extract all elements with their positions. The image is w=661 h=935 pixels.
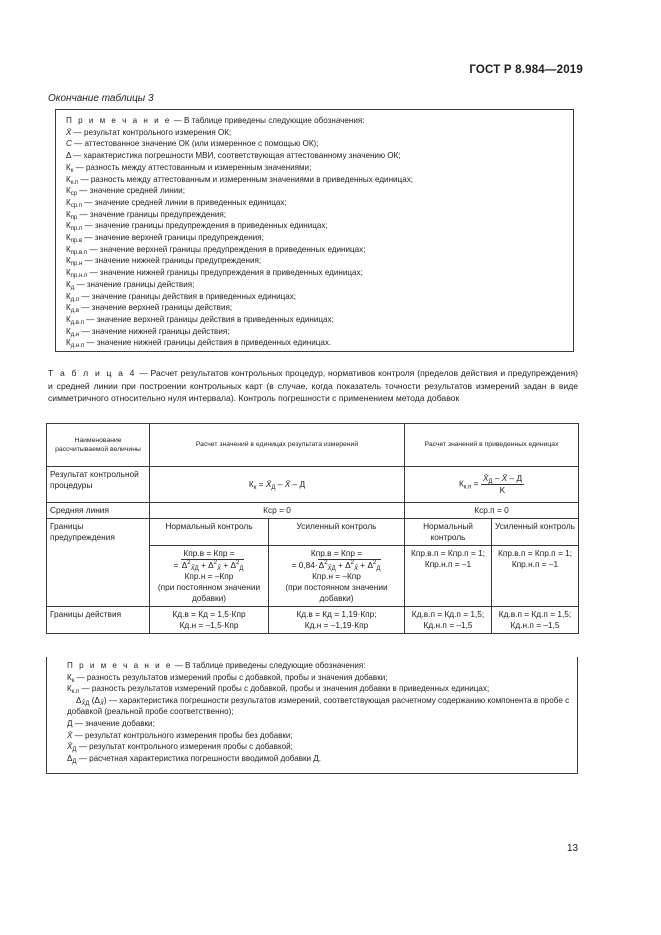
result-formula: $К_к$ = $X̄_Д$ – X̄ – Д: [150, 467, 405, 503]
coef: = 0,84·: [291, 560, 318, 570]
normal-control-header: Нормальный контроль: [150, 519, 269, 546]
header-measurement-units: Расчет значений в единицах результата измерений: [150, 424, 405, 467]
note-label: П р и м е ч а н и е: [67, 661, 173, 670]
note-line: $К_{пр.в}$ — значение верхней границы предупреждения;: [66, 233, 264, 245]
note-line: $К_{пр.п}$ — значение границы предупреждения в приведенных единицах;: [66, 221, 328, 233]
note-intro: — В таблице приведены следующие обозначения:: [172, 661, 366, 670]
action-enhanced-cell: [269, 607, 405, 634]
formula-line: Кпр.в.п = Кпр.п = 1;: [498, 548, 573, 558]
note-line: $К_{ср}$ — значение средней линии;: [66, 186, 185, 198]
table4-title: [48, 367, 578, 405]
enhanced-control-header: Усиленный контроль: [492, 519, 579, 546]
formula-line: Кпр.в = Кпр =: [183, 548, 235, 558]
formula-line: Кпр.н = –Кпр: [312, 571, 361, 581]
table-row: [47, 607, 579, 634]
note-intro: — В таблице приведены следующие обозначения:: [171, 116, 365, 125]
note-line: $К_{пр}$ — значение границы предупреждения;: [66, 209, 227, 221]
row-label: Границы предупреждения: [47, 519, 150, 607]
note-line: $\Delta_Д$ — расчетная характеристика погрешности вводимой добавки Д.: [67, 753, 322, 765]
note-line: $К_{ср.п}$ — значение средней линии в приведенных единицах;: [66, 197, 287, 209]
formula-line: Кпр.в = Кпр =: [310, 548, 363, 558]
formula-line: Кд.в = Кд = 1,5·Кпр: [172, 609, 246, 619]
document-id: ГОСТ Р 8.984—2019: [469, 64, 583, 76]
table-row: [47, 503, 579, 519]
table4-title-text: — Расчет результатов контрольных процедур, нормативов контроля (пределов действия и предупреждения) и средней линии при построении контрольных карт (в случае, когда показатель точности результатов измерений задан в виде симметричного относительно нуля интервала). Контроль погрешности с применением метода добавок: [48, 368, 578, 403]
table-continuation-label: Окончание таблицы 3: [48, 93, 154, 104]
formula-line: Кд.н = –1,19·Кпр: [304, 620, 369, 630]
formula-line: Кпр.в.п = Кпр.п = 1;: [411, 548, 486, 558]
formula-line: Кпр.н = –Кпр: [184, 571, 234, 581]
header-reduced-units: Расчет значений в приведенных единицах: [405, 424, 579, 467]
normal-control-header: Нормальный контроль: [405, 519, 492, 546]
note-line: Д — значение добавки;: [67, 718, 155, 728]
warn-reduced-normal-cell: [405, 546, 492, 607]
note-label: П р и м е ч а н и е: [66, 116, 172, 125]
table3-note: [55, 109, 574, 352]
table4: [46, 423, 579, 634]
note-line: $К_{к.п}$ — разность между аттестованным и измеренным значениями в приведенных единицах;: [66, 174, 413, 186]
mean-line-reduced-value: Кср.п = 0: [405, 503, 579, 519]
action-normal-cell: [150, 607, 269, 634]
row-label: Результат контрольной процедуры: [47, 467, 150, 503]
mean-line-value: Кср = 0: [150, 503, 405, 519]
note-line: X̄ — результат контрольного измерения пробы без добавки;: [67, 730, 293, 740]
page-number: 13: [567, 843, 579, 854]
note-line: $К_к$ — разность между аттестованным и измеренным значениями;: [66, 162, 312, 174]
result-reduced-formula: $К_{к.п}$ = $\frac{X̄_Д - X̄ - Д}{K}$: [405, 467, 579, 503]
header-quantity-name: Наименование рассчитываемой величины: [47, 424, 150, 467]
note-line: $К_{пр.н}$ — значение нижней границы предупреждения;: [66, 256, 262, 268]
formula-line: Кд.н.п = –1,5: [510, 620, 560, 630]
formula-line: (при постоянном значении добавки): [285, 582, 388, 603]
row-label: Границы действия: [47, 607, 150, 634]
note-line: Δ — характеристика погрешности МВИ, соответствующая аттестованному значению ОК;: [66, 151, 401, 161]
formula-line: Кд.в.п = Кд.п = 1,5;: [411, 609, 485, 619]
formula-line: Кд.н.п = –1,5: [423, 620, 473, 630]
formula-line: Кпр.н.п = –1: [424, 559, 472, 569]
row-label: Средняя линия: [47, 503, 150, 519]
formula-line: Кд.н = –1,5·Кпр: [179, 620, 239, 630]
note-line: $К_д$ — значение границы действия;: [66, 279, 195, 291]
table-row: [47, 467, 579, 503]
warn-enhanced-cell: [269, 546, 405, 607]
table4-note: [46, 657, 578, 774]
action-reduced-normal-cell: [405, 607, 492, 634]
table-row: [47, 519, 579, 546]
table4-label: Т а б л и ц а 4: [48, 368, 137, 378]
enhanced-control-header: Усиленный контроль: [269, 519, 405, 546]
formula-line: Кд.в = Кд = 1,19·Кпр;: [296, 609, 377, 619]
action-reduced-enhanced-cell: [492, 607, 579, 634]
warn-reduced-enhanced-cell: [492, 546, 579, 607]
note-line: $К_к$ — разность результатов измерений пробы с добавкой, пробы и значения добавки;: [67, 672, 388, 684]
note-line: $К_{пр.в.п}$ — значение верхней границы предупреждения в приведенных единицах;: [66, 244, 366, 256]
note-line: $К_{д.н}$ — значение нижней границы действия;: [66, 326, 230, 338]
note-line: C — аттестованное значение ОК (или измеренное с помощью ОК);: [66, 139, 319, 149]
formula-line: = $\Delta^2_{X̄Д} + \Delta^2_{X̄} + \Delta^2_Д$: [173, 560, 244, 572]
formula-line: (при постоянном значении добавки): [157, 582, 261, 603]
note-line: $К_{д.п}$ — значение границы действия в приведенных единицах;: [66, 291, 297, 303]
formula-line: Кд.в.п = Кд.п = 1,5;: [498, 609, 572, 619]
note-line: $X̄_Д$ — результат контрольного измерения пробы с добавкой;: [67, 742, 293, 754]
warn-normal-cell: [150, 546, 269, 607]
formula-line: = $0,84\cdot\Delta^2_{X̄Д} + \Delta^2_{X̄} + \Delta^2_Д$: [291, 560, 381, 572]
note-line: $К_{к.п}$ — разность результатов измерений пробы с добавкой, пробы и значения добавки в приведенных единицах;: [67, 684, 490, 696]
note-line: X̄ — результат контрольного измерения ОК;: [66, 127, 232, 137]
note-line: $К_{д.в}$ — значение верхней границы действия;: [66, 303, 233, 315]
formula-line: Кпр.н.п = –1: [511, 559, 559, 569]
note-line: $\Delta_{X̄Д}$ $(\Delta_{X̄})$ — характеристика погрешности результатов измерений, соответствующая расчетному содержанию компонента в пробе с добавкой (реальной пробе соответственно);: [67, 695, 570, 717]
note-line: $К_{д.н.п}$ — значение нижней границы действия в приведенных единицах.: [66, 338, 332, 350]
note-line: $К_{пр.н.п}$ — значение нижней границы предупреждения в приведенных единицах;: [66, 268, 363, 280]
table-header-row: [47, 424, 579, 467]
note-line: $К_{д.в.п}$ — значение верхней границы действия в приведенных единицах;: [66, 314, 334, 326]
